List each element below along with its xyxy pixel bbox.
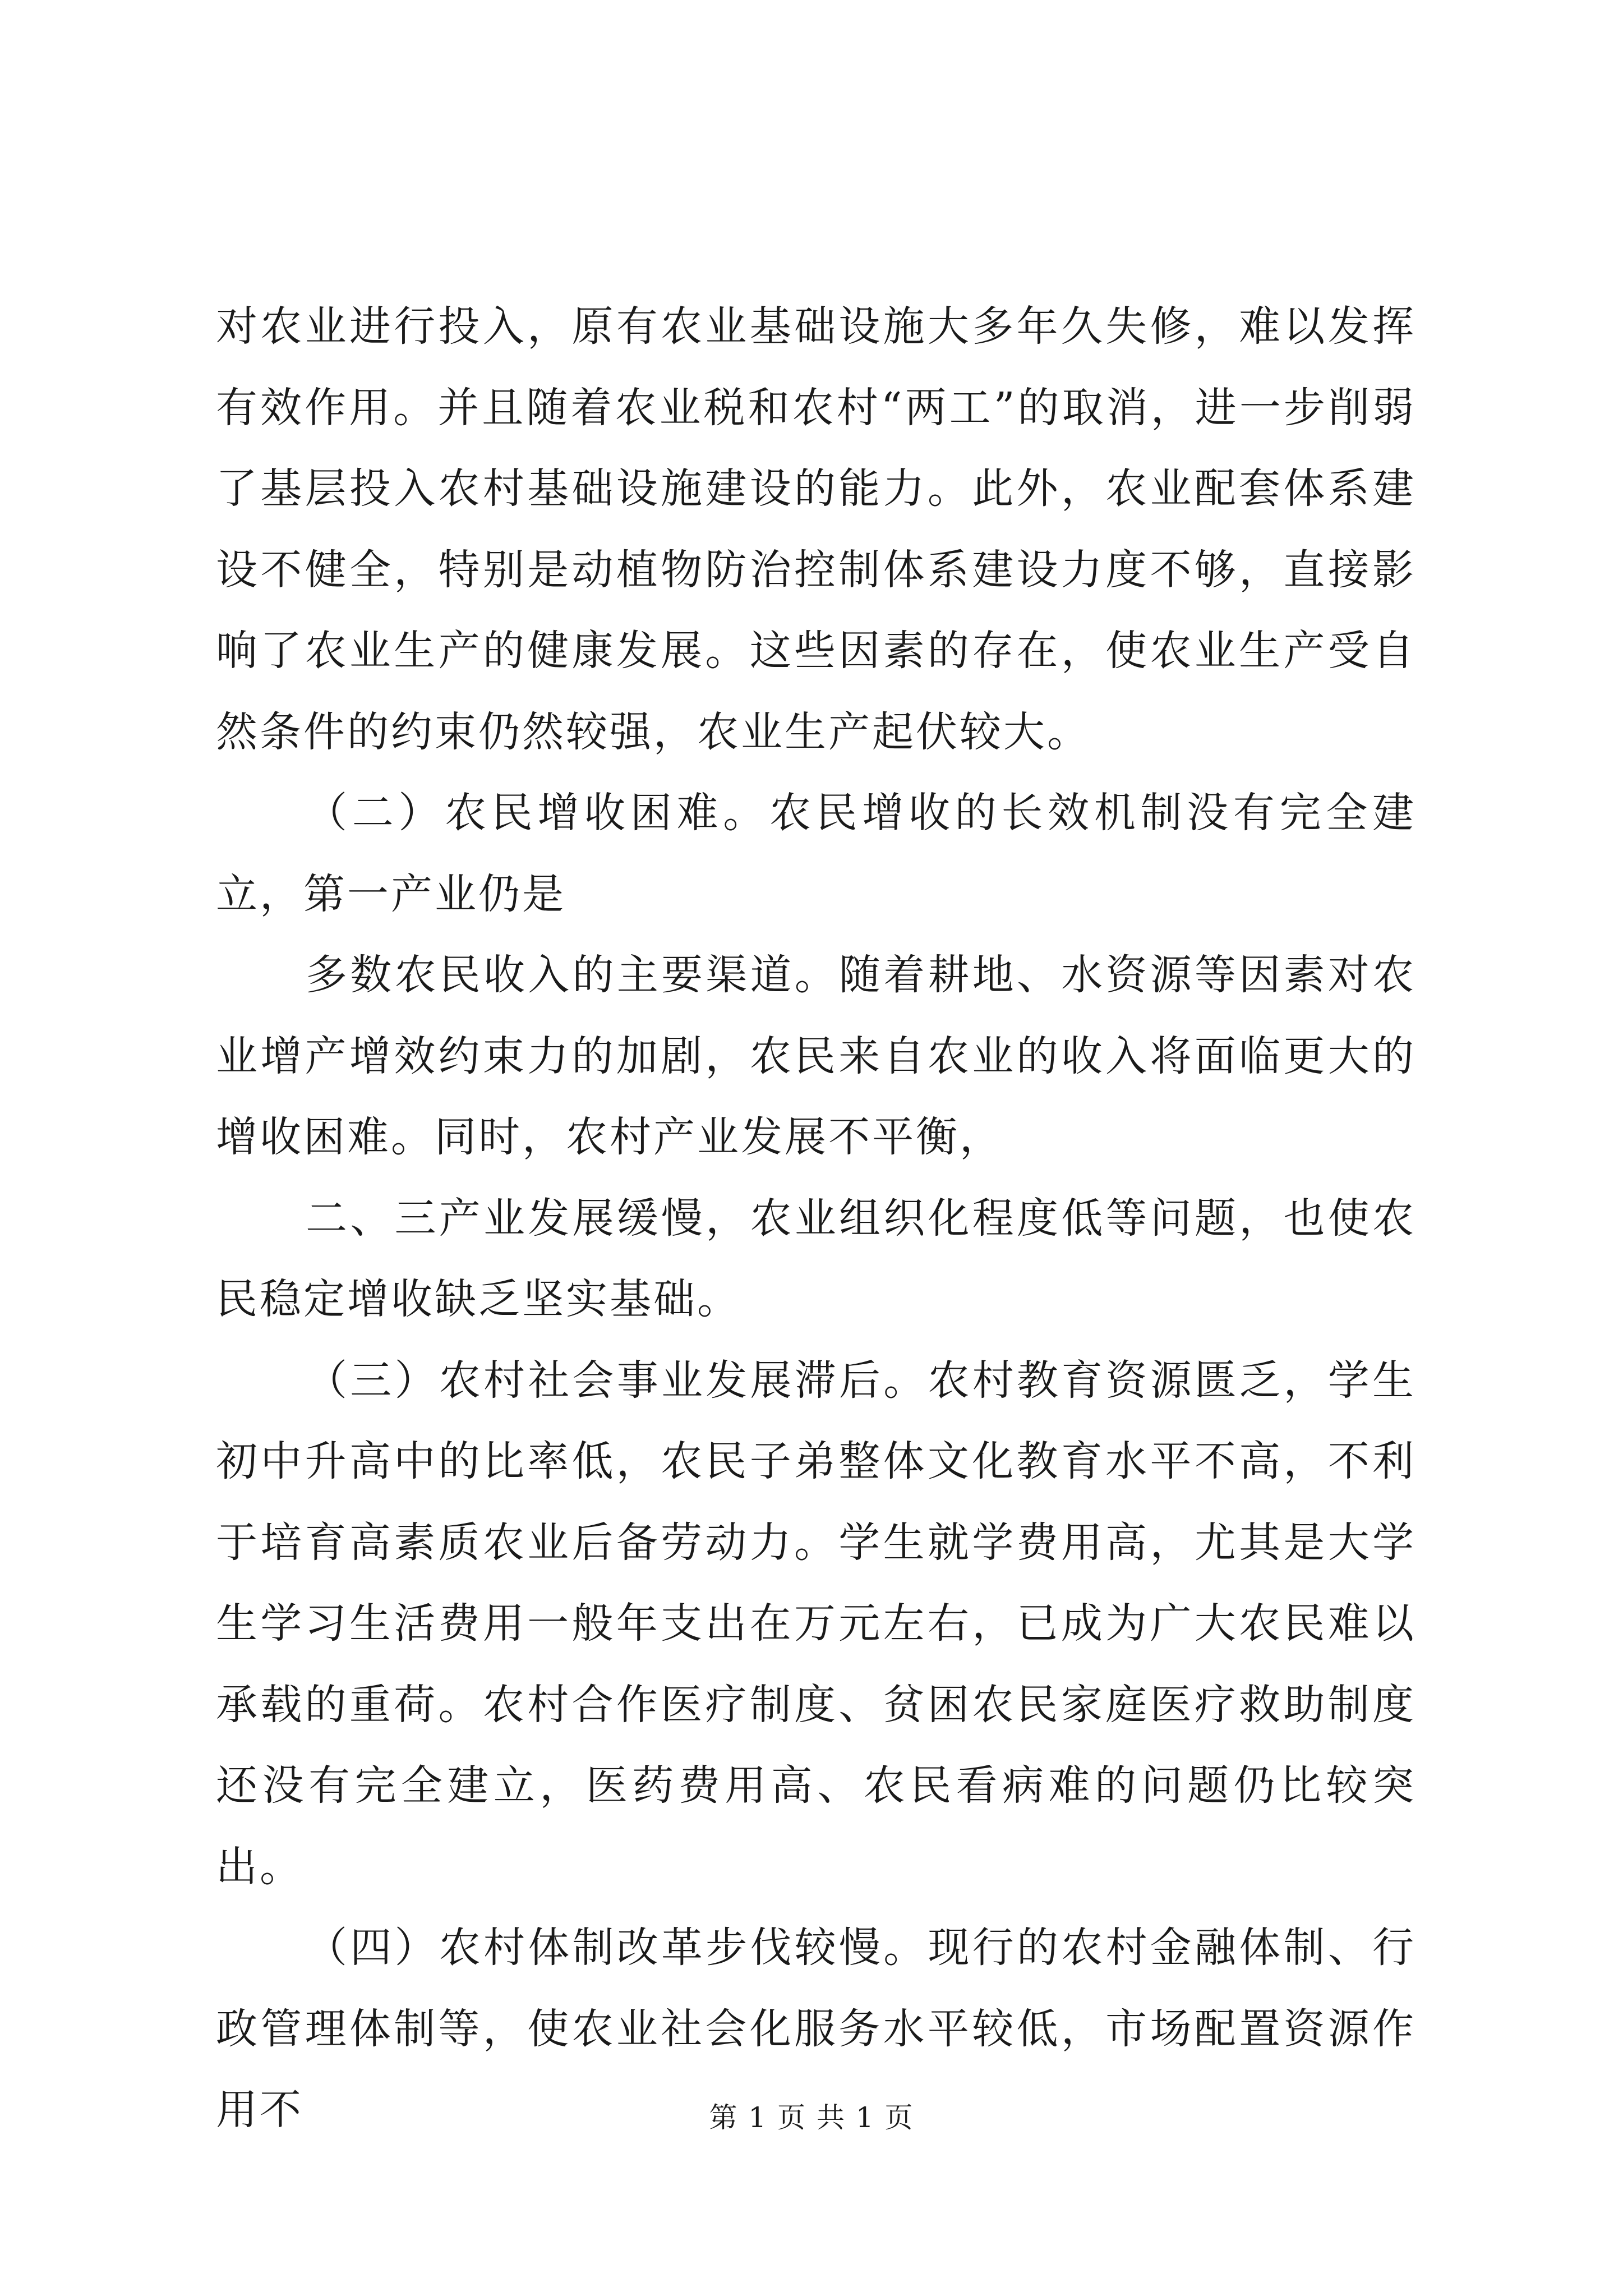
paragraph-3: 多数农民收入的主要渠道。随着耕地、水资源等因素对农业增产增效约束力的加剧，农民来自农业的收入将面临更大的增收困难。同时，农村产业发展不平衡， — [216, 951, 1416, 1161]
document-body — [216, 286, 1416, 2151]
paragraph-1: 对农业进行投入，原有农业基础设施大多年久失修，难以发挥有效作用。并且随着农业税和农村“两工”的取消，进一步削弱了基层投入农村基础设施建设的能力。此外，农业配套体系建设不健全，特别是动植物防治控制体系建设力度不够，直接影响了农业生产的健康发展。这些因素的存在，使农业生产受自然条件的约束仍然较强，农业生产起伏较大。 — [216, 302, 1416, 756]
paragraph-5: （三）农村社会事业发展滞后。农村教育资源匮乏，学生初中升高中的比率低，农民子弟整体文化教育水平不高，不利于培育高素质农业后备劳动力。学生就学费用高，尤其是大学生学习生活费用一般年支出在万元左右，已成为广大农民难以承载的重荷。农村合作医疗制度、贫困农民家庭医疗救助制度还没有完全建立，医药费用高、农民看病难的问题仍比较突出。 — [216, 1356, 1416, 1891]
paragraph-4: 二、三产业发展缓慢，农业组织化程度低等问题，也使农民稳定增收缺乏坚实基础。 — [216, 1194, 1416, 1323]
paragraph-2: （二）农民增收困难。农民增收的长效机制没有完全建立，第一产业仍是 — [216, 789, 1416, 918]
page-footer: 第 1 页 共 1 页 — [709, 2101, 914, 2134]
paragraph-6: （四）农村体制改革步伐较慢。现行的农村金融体制、行政管理体制等，使农业社会化服务水平较低，市场配置资源作用不 — [216, 1924, 1416, 2134]
